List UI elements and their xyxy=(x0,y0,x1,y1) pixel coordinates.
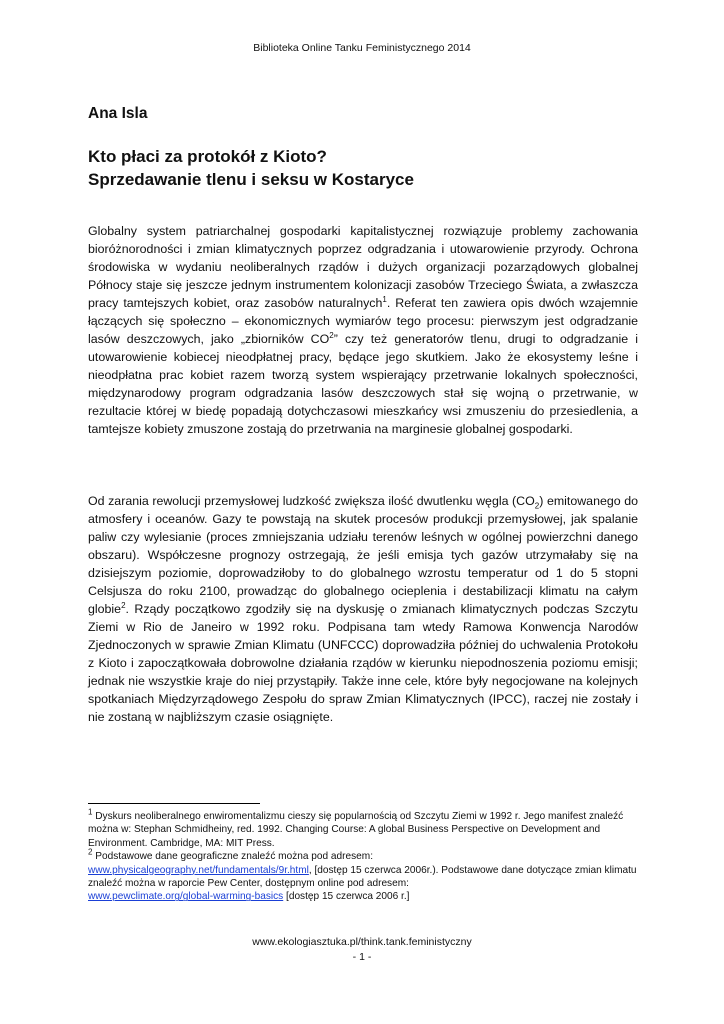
footnote-2-text-a: Podstawowe dane geograficzne znaleźć można pod adresem: xyxy=(92,851,374,863)
paragraph-2-text-c: . Rządy początkowo zgodziły się na dyskusję o zmianach klimatycznych podczas Szczytu Ziemi w Rio de Janeiro w 1992 roku. Podpisana tam wtedy Ramowa Konwencja Narodów Zjednoczonych w sprawie Zmian Klimatu (UNFCCC) doprowadziła później do uchwalenia Protokołu z Kioto i zapoczątkowała dobrowolne działania rządów w kierunku niepodnoszenia poziomu emisji; jednak nie wszystkie kraje do niej przystąpiły. Także inne cele, które były negocjowane na kolejnych spotkaniach Międzyrządowego Zespołu do spraw Zmian Klimatycznych (IPCC), raczej nie zostały i nie zostaną w najbliższym czasie osiągnięte. xyxy=(88,602,638,724)
footnote-1-number: 1 xyxy=(88,807,93,817)
paragraph-1 xyxy=(88,222,638,438)
footnote-1-text: Dyskurs neoliberalnego enwiromentalizmu cieszy się popularnością od Szczytu Ziemi w 1992 r. Jego manifest znaleźć można w: Stephan Schmidheiny, red. 1992. Changing Course: A global Business Perspective on Development and Environment. Cambridge, MA: MIT Press. xyxy=(88,811,624,849)
page-number: - 1 - xyxy=(352,951,372,963)
footnote-2-text-c: [dostęp 15 czerwca 2006 r.] xyxy=(283,891,410,903)
paragraph-1-text-c: ” czy też generatorów tlenu, drugi to odgradzanie i utowarowienie kobiecej nieodpłatnej pracy, będące jego skutkiem. Jako że ekosystemy leśne i nieodpłatna prac kobiet razem tworzą system wspierający przetrwanie lokalnych społeczności, międzynarodowy program odgradzania lasów deszczowych stał się wojną o przetrwanie, w rezultacie której w biedę popadają dotychczasowi mieszkańcy wsi zmuszeniu do przesiedlenia, a tamtejsze kobiety zmuszone zostają do przetrwania na marginesie globalnej gospodarki. xyxy=(88,332,638,436)
paragraph-1-text-a: Globalny system patriarchalnej gospodarki kapitalistycznej rozwiązuje problemy zachowania bioróżnorodności i zmian klimatycznych poprzez odgradzania i utowarowienie przyrody. Ochrona środowiska w wydaniu neoliberalnych rządów i dużych organizacji pozarządowych globalnej Północy staje się jeszcze jednym instrumentem kolonizacji zasobów Trzeciego Świata, a zwłaszcza pracy tamtejszych kobiet, oraz zasobów naturalnych xyxy=(88,224,638,310)
superscript-2: 2 xyxy=(329,330,334,340)
footnote-divider xyxy=(88,803,260,804)
author-name: Ana Isla xyxy=(88,105,148,122)
pewclimate-link[interactable]: www.pewclimate.org/global-warming-basics xyxy=(88,891,284,903)
page-header: Biblioteka Online Tanku Feministycznego 2014 xyxy=(253,42,471,54)
footnote-1 xyxy=(88,807,638,850)
footnote-2-text-b: , [dostęp 15 czerwca 2006r.). Podstawowe dane dotyczące zmian klimatu znaleźć można w raporcie Pew Center, dostępnym online pod adresem: xyxy=(88,864,637,890)
document-title xyxy=(88,145,414,191)
footnote-ref-2[interactable]: 2 xyxy=(121,600,126,610)
footnote-2-number: 2 xyxy=(88,847,93,857)
paragraph-2-text-b: ) emitowanego do atmosfery i oceanów. Gazy te powstają na skutek procesów produkcji przemysłowej, jak spalanie paliw czy wylesianie (proces zmniejszania udziału terenów leśnych w ogólnej powierzchni danego obszaru). Współczesne prognozy ostrzegają, że jeśli emisja tych gazów utrzymałaby się na dzisiejszym poziomie, doprowadziłoby to do globalnego wzrostu temperatur od 1 do 5 stopni Celsjusza do roku 2100, prowadząc do globalnego ocieplenia i destabilizacji klimatu na całym globie xyxy=(88,494,639,616)
footnote-2 xyxy=(88,847,638,904)
footer-url: www.ekologiasztuka.pl/think.tank.feministyczny xyxy=(252,936,472,948)
paragraph-1-text-b: . Referat ten zawiera opis dwóch wzajemnie łączących się społeczno – ekonomicznych wymiarów tego procesu: pierwszym jest odgradzanie lasów deszczowych, jako „zbiorników CO xyxy=(88,296,639,346)
page-footer xyxy=(0,935,724,965)
subscript-2: 2 xyxy=(534,501,540,511)
physicalgeography-link[interactable]: www.physicalgeography.net/fundamentals/9r.html xyxy=(88,864,309,876)
footnotes xyxy=(88,807,638,904)
title-line-1: Kto płaci za protokół z Kioto? xyxy=(88,147,327,166)
paragraph-2-text-a: Od zarania rewolucji przemysłowej ludzkość zwiększa ilość dwutlenku węgla (CO xyxy=(88,494,535,508)
title-line-2: Sprzedawanie tlenu i seksu w Kostaryce xyxy=(88,170,414,189)
paragraph-2 xyxy=(88,492,638,726)
footnote-ref-1[interactable]: 1 xyxy=(382,294,387,304)
